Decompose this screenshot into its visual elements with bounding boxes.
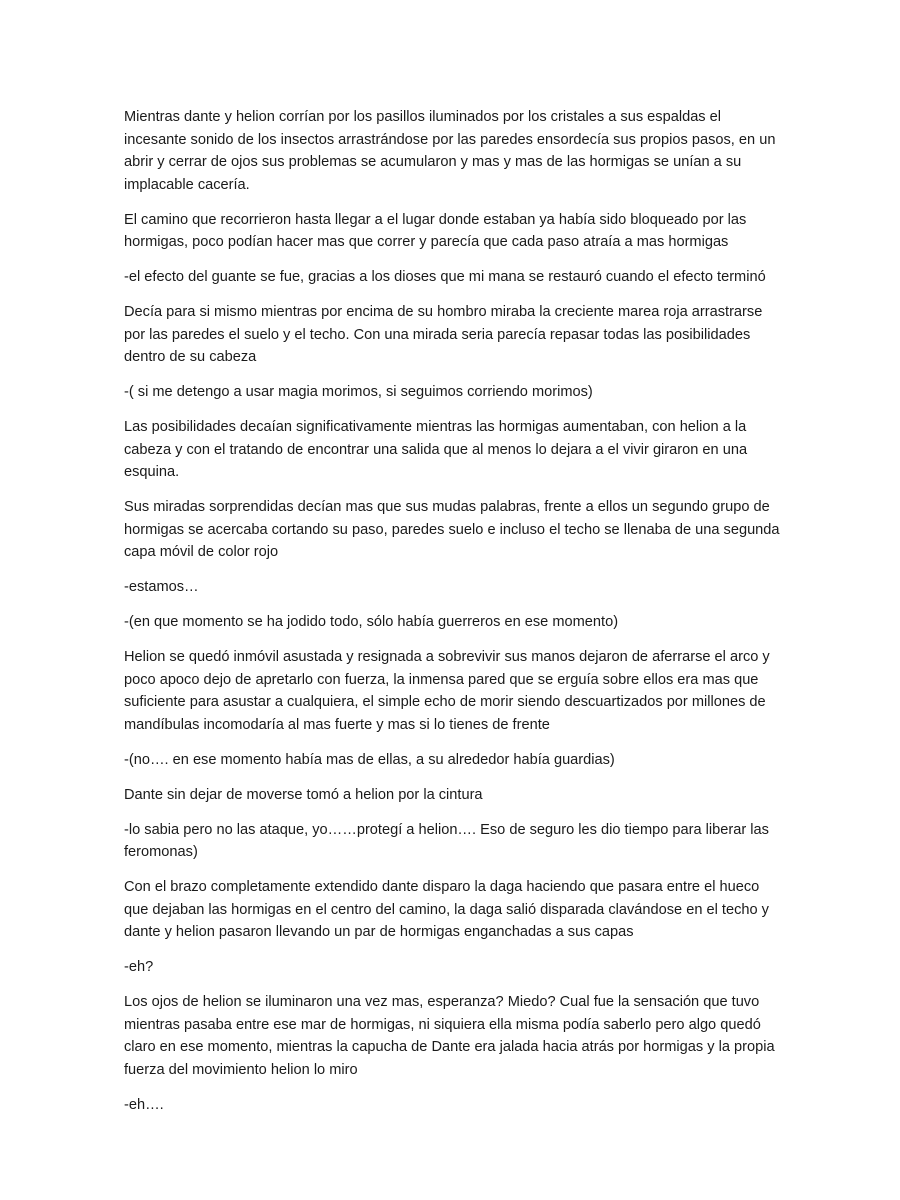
document-body	[124, 106, 784, 1129]
paragraph-10: Helion se quedó inmóvil asustada y resignada a sobrevivir sus manos dejaron de aferrarse el arco y poco apoco dejo de apretarlo con fuerza, la inmensa pared que se erguía sobre ellos era mas que suficiente para asustar a cualquiera, el simple echo de morir siendo descuartizados por millones de mandíbulas incomodaría al mas fuerte y mas si lo tienes de frente	[124, 649, 770, 733]
paragraph-8: -estamos…	[124, 579, 199, 595]
paragraph-15: -eh?	[124, 959, 154, 975]
paragraph-1: Mientras dante y helion corrían por los pasillos iluminados por los cristales a sus espaldas el incesante sonido de los insectos arrastrándose por las paredes ensordecía sus propios pasos, en un abrir y cerrar de ojos sus problemas se acumularon y mas y mas de las hormigas se unían a su implacable cacería.	[124, 109, 776, 193]
paragraph-14: Con el brazo completamente extendido dante disparo la daga haciendo que pasara entre el hueco que dejaban las hormigas en el centro del camino, la daga salió disparada clavándose en el techo y dante y helion pasaron llevando un par de hormigas enganchadas a sus capas	[124, 879, 769, 940]
paragraph-3: -el efecto del guante se fue, gracias a los dioses que mi mana se restauró cuando el efecto terminó	[124, 269, 766, 285]
paragraph-6: Las posibilidades decaían significativamente mientras las hormigas aumentaban, con helion a la cabeza y con el tratando de encontrar una salida que al menos lo dejara a el vivir giraron en una esquina.	[124, 419, 748, 480]
paragraph-17: -eh….	[124, 1096, 164, 1113]
paragraph-12: Dante sin dejar de moverse tomó a helion por la cintura	[124, 786, 483, 803]
paragraph-2: El camino que recorrieron hasta llegar a el lugar donde estaban ya había sido bloqueado por las hormigas, poco podían hacer mas que correr y parecía que cada paso atraía a mas hormigas	[124, 211, 747, 250]
paragraph-5: -( si me detengo a usar magia morimos, si seguimos corriendo morimos)	[124, 384, 593, 400]
paragraph-11: -(no…. en ese momento había mas de ellas, a su alrededor había guardias)	[124, 751, 615, 768]
paragraph-13: -lo sabia pero no las ataque, yo……protegí a helion…. Eso de seguro les dio tiempo para liberar las feromonas)	[124, 821, 769, 860]
paragraph-9: -(en que momento se ha jodido todo, sólo había guerreros en ese momento)	[124, 614, 619, 630]
paragraph-16: Los ojos de helion se iluminaron una vez mas, esperanza? Miedo? Cual fue la sensación que tuvo mientras pasaba entre ese mar de hormigas, ni siquiera ella misma podía saberlo pero algo quedó claro en ese momento, mientras la capucha de Dante era jalada hacia atrás por hormigas y la propia fuerza del movimiento helion lo miro	[124, 994, 775, 1078]
paragraph-7: Sus miradas sorprendidas decían mas que sus mudas palabras, frente a ellos un segundo grupo de hormigas se acercaba cortando su paso, paredes suelo e incluso el techo se llenaba de una segunda capa móvil de color rojo	[124, 499, 780, 560]
paragraph-4: Decía para si mismo mientras por encima de su hombro miraba la creciente marea roja arrastrarse por las paredes el suelo y el techo. Con una mirada seria parecía repasar todas las posibilidades dentro de su cabeza	[124, 304, 763, 365]
